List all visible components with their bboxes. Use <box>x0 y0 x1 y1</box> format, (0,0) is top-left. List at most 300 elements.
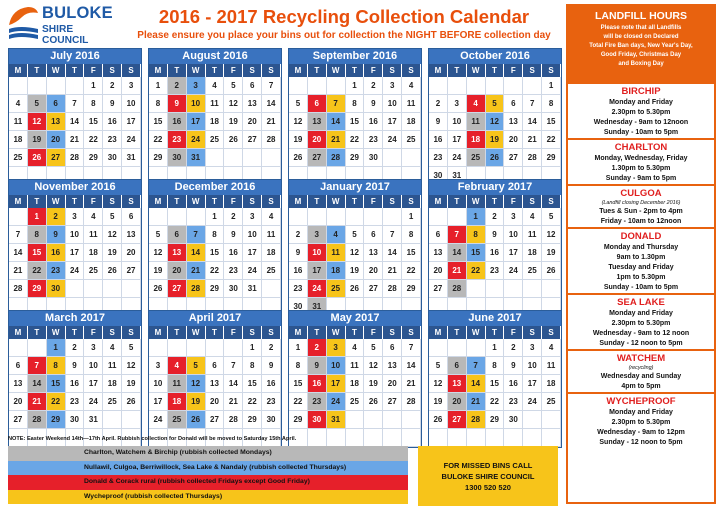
day-cell: 14 <box>327 113 346 131</box>
weekday-header: T <box>66 64 85 77</box>
day-cell: 28 <box>448 280 467 298</box>
day-cell: 13 <box>448 375 467 393</box>
weekday-header: S <box>243 64 262 77</box>
day-cell: 11 <box>206 95 225 113</box>
day-cell: 25 <box>402 131 421 149</box>
day-cell: 21 <box>402 375 421 393</box>
weekday-header: T <box>486 195 505 208</box>
weekday-header: W <box>327 64 346 77</box>
weekday-header: T <box>346 195 365 208</box>
day-cell: 28 <box>402 393 421 411</box>
day-cell: 19 <box>486 131 505 149</box>
landfill-line: Please note that all Landfills <box>600 25 682 31</box>
month-grid <box>289 195 421 316</box>
weekday-header: S <box>383 64 402 77</box>
town-hours <box>568 138 714 184</box>
town-hours <box>568 293 714 349</box>
town-hours-line: Wednesday - 9am to 12pm <box>597 429 685 436</box>
day-cell: 7 <box>327 95 346 113</box>
day-cell: 27 <box>364 280 383 298</box>
town-hours <box>568 392 714 448</box>
weekday-header: F <box>224 326 243 339</box>
weekday-header: T <box>448 64 467 77</box>
missed-bins-box <box>418 446 558 506</box>
month-title: September 2016 <box>289 49 421 64</box>
weekday-header: S <box>243 195 262 208</box>
day-cell: 5 <box>289 95 308 113</box>
day-cell: 8 <box>28 226 47 244</box>
empty-day-cell <box>149 208 168 226</box>
day-cell: 28 <box>523 149 542 167</box>
town-hours-line: Sunday - 10am to 5pm <box>603 284 679 291</box>
day-cell: 15 <box>243 375 262 393</box>
weekday-header: S <box>122 326 141 339</box>
month-calendar <box>288 310 422 448</box>
month-title: July 2016 <box>9 49 141 64</box>
day-cell: 23 <box>47 262 66 280</box>
day-cell: 2 <box>103 77 122 95</box>
empty-day-cell <box>122 280 141 298</box>
day-cell: 12 <box>542 226 561 244</box>
day-cell: 28 <box>187 280 206 298</box>
day-cell: 13 <box>206 375 225 393</box>
day-cell: 14 <box>448 244 467 262</box>
day-cell: 19 <box>224 113 243 131</box>
day-cell: 25 <box>346 393 365 411</box>
empty-day-cell <box>206 339 225 357</box>
town-hours-line: Wednesday and Sunday <box>600 373 682 380</box>
day-cell: 27 <box>448 411 467 429</box>
empty-day-cell <box>467 339 486 357</box>
empty-day-cell <box>9 339 28 357</box>
empty-day-cell <box>262 280 281 298</box>
empty-day-cell <box>402 429 421 447</box>
month-grid <box>289 64 421 185</box>
day-cell: 8 <box>289 357 308 375</box>
day-cell: 3 <box>327 339 346 357</box>
day-cell: 21 <box>467 393 486 411</box>
day-cell: 31 <box>327 411 346 429</box>
day-cell: 28 <box>66 149 85 167</box>
weekday-header: T <box>308 64 327 77</box>
weekday-header: F <box>504 64 523 77</box>
day-cell: 29 <box>84 149 103 167</box>
day-cell: 15 <box>486 375 505 393</box>
legend-item-blue: Nullawil, Culgoa, Berriwillock, Sea Lake & Nandaly (rubbish collected Thursdays) <box>8 461 408 476</box>
day-cell: 12 <box>429 375 448 393</box>
town-hours-line: Sunday - 12 noon to 5pm <box>599 340 683 347</box>
day-cell: 16 <box>429 131 448 149</box>
empty-day-cell <box>364 429 383 447</box>
weekday-header: F <box>84 64 103 77</box>
weekday-header: F <box>84 326 103 339</box>
day-cell: 26 <box>364 393 383 411</box>
month-grid <box>429 64 561 185</box>
day-cell: 16 <box>486 244 505 262</box>
weekday-header: M <box>289 195 308 208</box>
empty-day-cell <box>28 339 47 357</box>
town-hours-line: Monday, Wednesday, Friday <box>594 155 688 162</box>
day-cell: 5 <box>364 339 383 357</box>
day-cell: 23 <box>289 280 308 298</box>
day-cell: 22 <box>206 262 225 280</box>
town-hours-line: 2.30pm to 5.30pm <box>611 320 671 327</box>
empty-day-cell <box>327 77 346 95</box>
town-hours <box>568 184 714 227</box>
town-name: SEA LAKE <box>617 297 665 308</box>
day-cell: 6 <box>504 95 523 113</box>
day-cell: 22 <box>47 393 66 411</box>
weekday-header: W <box>47 64 66 77</box>
day-cell: 14 <box>523 113 542 131</box>
day-cell: 26 <box>429 411 448 429</box>
day-cell: 15 <box>149 113 168 131</box>
day-cell: 18 <box>327 262 346 280</box>
day-cell: 27 <box>168 280 187 298</box>
empty-day-cell <box>149 339 168 357</box>
day-cell: 13 <box>168 244 187 262</box>
empty-day-cell <box>504 77 523 95</box>
weekday-header: T <box>66 195 85 208</box>
weekday-header: F <box>224 195 243 208</box>
day-cell: 25 <box>168 411 187 429</box>
empty-day-cell <box>523 280 542 298</box>
day-cell: 28 <box>327 149 346 167</box>
month-calendar <box>8 48 142 186</box>
day-cell: 13 <box>9 375 28 393</box>
day-cell: 30 <box>224 280 243 298</box>
day-cell: 15 <box>542 113 561 131</box>
day-cell: 14 <box>187 244 206 262</box>
empty-day-cell <box>327 429 346 447</box>
day-cell: 30 <box>308 411 327 429</box>
day-cell: 31 <box>243 280 262 298</box>
day-cell: 5 <box>149 226 168 244</box>
town-hours-line: Tues & Sun - 2pm to 4pm <box>599 208 683 215</box>
day-cell: 24 <box>66 262 85 280</box>
day-cell: 10 <box>66 226 85 244</box>
day-cell: 24 <box>122 131 141 149</box>
weekday-header: T <box>448 326 467 339</box>
weekday-header: T <box>206 64 225 77</box>
day-cell: 28 <box>467 411 486 429</box>
day-cell: 22 <box>346 131 365 149</box>
day-cell: 20 <box>243 113 262 131</box>
day-cell: 13 <box>429 244 448 262</box>
day-cell: 3 <box>122 77 141 95</box>
empty-day-cell <box>383 208 402 226</box>
weekday-header: S <box>383 195 402 208</box>
legend-item-yellow: Wycheproof (rubbish collected Thursdays) <box>8 490 408 505</box>
month-calendar <box>8 310 142 448</box>
month-grid <box>429 326 561 447</box>
day-cell: 20 <box>429 262 448 280</box>
day-cell: 20 <box>308 131 327 149</box>
day-cell: 23 <box>504 393 523 411</box>
day-cell: 17 <box>66 244 85 262</box>
weekday-header: W <box>327 326 346 339</box>
town-hours-line: 2.30pm to 5.30pm <box>611 419 671 426</box>
empty-day-cell <box>542 280 561 298</box>
month-title: June 2017 <box>429 311 561 326</box>
day-cell: 9 <box>364 95 383 113</box>
day-cell: 29 <box>346 149 365 167</box>
day-cell: 24 <box>84 393 103 411</box>
day-cell: 31 <box>187 149 206 167</box>
weekday-header: T <box>206 195 225 208</box>
weekday-header: T <box>66 326 85 339</box>
empty-day-cell <box>103 280 122 298</box>
day-cell: 26 <box>122 393 141 411</box>
day-cell: 11 <box>168 375 187 393</box>
month-grid <box>149 326 281 447</box>
weekday-header: S <box>542 326 561 339</box>
day-cell: 18 <box>9 131 28 149</box>
day-cell: 1 <box>84 77 103 95</box>
month-grid <box>149 195 281 316</box>
empty-day-cell <box>429 208 448 226</box>
day-cell: 29 <box>402 280 421 298</box>
day-cell: 22 <box>467 262 486 280</box>
weekday-header: M <box>9 64 28 77</box>
day-cell: 27 <box>206 411 225 429</box>
weekday-header: T <box>168 64 187 77</box>
day-cell: 10 <box>187 95 206 113</box>
day-cell: 30 <box>289 298 308 316</box>
day-cell: 9 <box>486 226 505 244</box>
day-cell: 25 <box>262 262 281 280</box>
empty-day-cell <box>504 280 523 298</box>
day-cell: 6 <box>448 357 467 375</box>
weekday-header: S <box>523 195 542 208</box>
day-cell: 3 <box>523 339 542 357</box>
logo-line2: SHIRE COUNCIL <box>42 24 89 46</box>
weekday-header: F <box>504 326 523 339</box>
town-hours-line: Monday and Thursday <box>603 244 679 251</box>
day-cell: 26 <box>224 131 243 149</box>
day-cell: 26 <box>346 280 365 298</box>
day-cell: 13 <box>383 357 402 375</box>
day-cell: 20 <box>206 393 225 411</box>
day-cell: 11 <box>542 357 561 375</box>
day-cell: 3 <box>504 208 523 226</box>
day-cell: 19 <box>542 244 561 262</box>
day-cell: 13 <box>364 244 383 262</box>
day-cell: 1 <box>402 208 421 226</box>
day-cell: 15 <box>206 244 225 262</box>
day-cell: 4 <box>542 339 561 357</box>
day-cell: 21 <box>327 131 346 149</box>
day-cell: 22 <box>542 131 561 149</box>
weekday-header: S <box>523 64 542 77</box>
day-cell: 25 <box>542 393 561 411</box>
empty-day-cell <box>467 77 486 95</box>
day-cell: 3 <box>66 208 85 226</box>
empty-day-cell <box>47 77 66 95</box>
day-cell: 31 <box>122 149 141 167</box>
weekday-header: S <box>122 195 141 208</box>
landfill-line: and Boxing Day <box>618 61 664 67</box>
day-cell: 18 <box>84 244 103 262</box>
day-cell: 11 <box>262 226 281 244</box>
empty-day-cell <box>289 77 308 95</box>
day-cell: 14 <box>9 244 28 262</box>
day-cell: 22 <box>243 393 262 411</box>
day-cell: 19 <box>122 375 141 393</box>
day-cell: 26 <box>289 149 308 167</box>
day-cell: 5 <box>103 208 122 226</box>
day-cell: 5 <box>346 226 365 244</box>
day-cell: 3 <box>149 357 168 375</box>
empty-day-cell <box>327 208 346 226</box>
day-cell: 3 <box>448 95 467 113</box>
day-cell: 9 <box>504 357 523 375</box>
weekday-header: T <box>308 326 327 339</box>
empty-day-cell <box>402 411 421 429</box>
day-cell: 29 <box>289 411 308 429</box>
empty-day-cell <box>448 429 467 447</box>
day-cell: 2 <box>486 208 505 226</box>
day-cell: 12 <box>289 113 308 131</box>
landfill-sidebar <box>566 4 716 504</box>
day-cell: 20 <box>383 375 402 393</box>
day-cell: 29 <box>28 280 47 298</box>
empty-day-cell <box>122 411 141 429</box>
weekday-header: T <box>308 195 327 208</box>
day-cell: 11 <box>523 226 542 244</box>
weekday-header: F <box>364 64 383 77</box>
month-title: November 2016 <box>9 180 141 195</box>
landfill-line: Good Friday, Christmas Day <box>600 52 682 58</box>
month-calendar <box>288 179 422 317</box>
weekday-header: S <box>243 326 262 339</box>
empty-day-cell <box>486 77 505 95</box>
day-cell: 24 <box>149 411 168 429</box>
weekday-header: F <box>504 195 523 208</box>
day-cell: 11 <box>402 95 421 113</box>
day-cell: 10 <box>308 244 327 262</box>
day-cell: 2 <box>224 208 243 226</box>
day-cell: 29 <box>149 149 168 167</box>
weekday-header: S <box>542 195 561 208</box>
town-hours-line: Sunday - 10am to 5pm <box>603 129 679 136</box>
day-cell: 17 <box>243 244 262 262</box>
day-cell: 4 <box>402 77 421 95</box>
empty-day-cell <box>542 429 561 447</box>
day-cell: 12 <box>122 357 141 375</box>
day-cell: 23 <box>224 262 243 280</box>
landfill-heading: LANDFILL HOURS <box>595 10 687 22</box>
day-cell: 30 <box>103 149 122 167</box>
town-hours-line: Monday and Friday <box>609 99 673 106</box>
day-cell: 1 <box>542 77 561 95</box>
weekday-header: W <box>327 195 346 208</box>
month-calendar <box>148 48 282 186</box>
town-subnote: (Landfill closing December 2016) <box>601 200 681 206</box>
weekday-header: T <box>346 64 365 77</box>
month-grid <box>9 64 141 185</box>
town-hours-line: 4pm to 5pm <box>621 383 661 390</box>
day-cell: 25 <box>9 149 28 167</box>
day-cell: 16 <box>224 244 243 262</box>
day-cell: 27 <box>504 149 523 167</box>
day-cell: 3 <box>308 226 327 244</box>
day-cell: 7 <box>448 226 467 244</box>
weekday-header: S <box>402 326 421 339</box>
empty-day-cell <box>9 77 28 95</box>
day-cell: 20 <box>504 131 523 149</box>
day-cell: 14 <box>66 113 85 131</box>
day-cell: 1 <box>149 77 168 95</box>
day-cell: 4 <box>346 339 365 357</box>
day-cell: 9 <box>168 95 187 113</box>
empty-day-cell <box>429 77 448 95</box>
town-hours-line: 1pm to 5.30pm <box>616 274 666 281</box>
day-cell: 2 <box>66 339 85 357</box>
day-cell: 11 <box>84 226 103 244</box>
day-cell: 11 <box>327 244 346 262</box>
council-logo <box>6 3 118 46</box>
day-cell: 6 <box>168 226 187 244</box>
day-cell: 30 <box>66 411 85 429</box>
town-hours <box>568 349 714 392</box>
weekday-header: W <box>187 326 206 339</box>
empty-day-cell <box>66 280 85 298</box>
day-cell: 5 <box>187 357 206 375</box>
day-cell: 30 <box>429 167 448 185</box>
weekday-header: S <box>103 195 122 208</box>
day-cell: 2 <box>429 95 448 113</box>
day-cell: 25 <box>523 262 542 280</box>
day-cell: 27 <box>383 393 402 411</box>
day-cell: 21 <box>262 113 281 131</box>
town-hours-line: 2.30pm to 5.30pm <box>611 109 671 116</box>
day-cell: 15 <box>289 375 308 393</box>
logo-line1: BULOKE <box>42 4 113 22</box>
day-cell: 14 <box>262 95 281 113</box>
day-cell: 1 <box>467 208 486 226</box>
empty-day-cell <box>289 208 308 226</box>
day-cell: 10 <box>448 113 467 131</box>
day-cell: 1 <box>28 208 47 226</box>
weekday-header: F <box>224 64 243 77</box>
day-cell: 6 <box>122 208 141 226</box>
weekday-header: M <box>149 64 168 77</box>
empty-day-cell <box>504 429 523 447</box>
day-cell: 30 <box>504 411 523 429</box>
legend <box>8 446 408 504</box>
day-cell: 31 <box>448 167 467 185</box>
empty-day-cell <box>346 429 365 447</box>
day-cell: 7 <box>9 226 28 244</box>
weekday-header: M <box>289 326 308 339</box>
day-cell: 26 <box>187 411 206 429</box>
day-cell: 16 <box>289 262 308 280</box>
day-cell: 1 <box>289 339 308 357</box>
day-cell: 1 <box>206 208 225 226</box>
day-cell: 28 <box>262 131 281 149</box>
day-cell: 24 <box>187 131 206 149</box>
logo-mark-icon <box>6 3 40 41</box>
day-cell: 8 <box>84 95 103 113</box>
day-cell: 31 <box>84 411 103 429</box>
day-cell: 16 <box>103 113 122 131</box>
day-cell: 16 <box>308 375 327 393</box>
day-cell: 21 <box>28 393 47 411</box>
day-cell: 18 <box>346 375 365 393</box>
day-cell: 7 <box>224 357 243 375</box>
landfill-line: Total Fire Ban days, New Year's Day, <box>589 43 693 49</box>
